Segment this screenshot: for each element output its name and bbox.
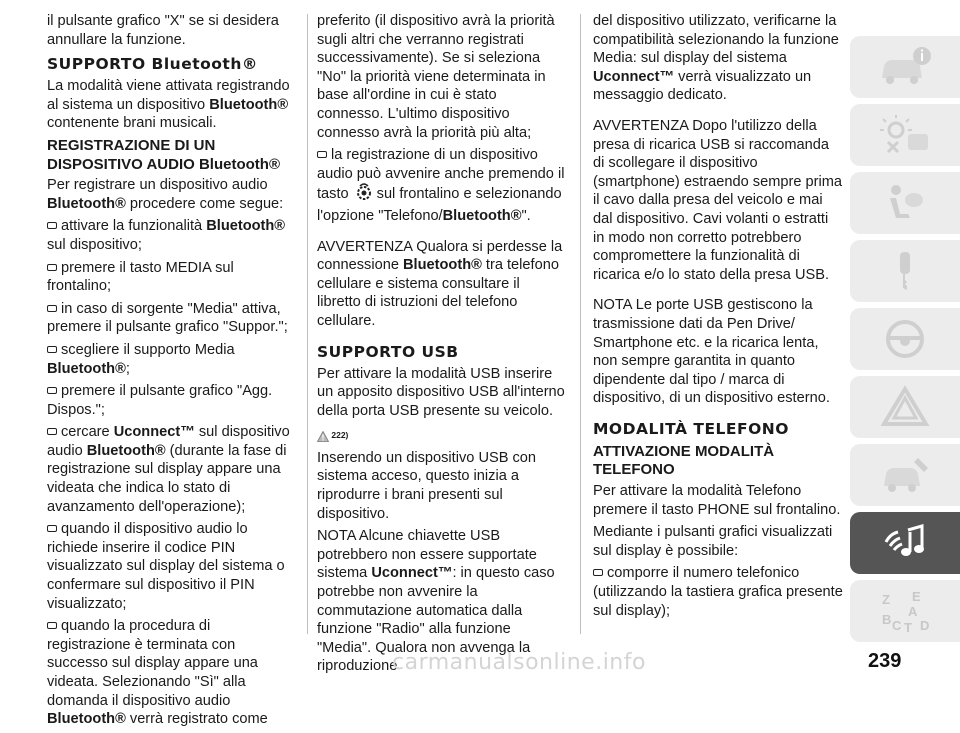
- tab-maintenance[interactable]: [850, 444, 960, 506]
- svg-text:A: A: [908, 604, 918, 619]
- heading-bluetooth-support: SUPPORTO Bluetooth®: [47, 55, 258, 74]
- watermark: carmanualsonline.info: [392, 650, 646, 675]
- heading-activate-phone-mode: ATTIVAZIONE MODALITÀ TELEFONO: [593, 442, 775, 479]
- airbag-seat-icon: [874, 180, 936, 226]
- svg-text:B: B: [882, 612, 892, 627]
- list-item: premere il pulsante grafico "Agg. Dispos.";: [47, 383, 273, 418]
- car-info-icon: [874, 44, 936, 90]
- tab-dashboard-lights[interactable]: [850, 104, 960, 166]
- tab-safety[interactable]: [850, 172, 960, 234]
- car-service-icon: [874, 452, 936, 498]
- heading-usb-support: SUPPORTO USB: [317, 342, 459, 361]
- bullet-icon: [47, 346, 57, 353]
- list-item: quando la procedura di registrazione è terminata con successo sul display appare una videata. Selezionando "Sì" alla domanda il dispositivo audio Bluetooth® verrà registrato come: [47, 618, 268, 728]
- list-item: in caso di sorgente "Media" attiva, premere il pulsante grafico "Suppor.";: [47, 300, 288, 336]
- list-item: la registrazione di un dispositivo audio può avvenire anche premendo il tasto sul frontalino e selezionando l'opzione "Telefono/Bluetooth®".: [317, 147, 565, 224]
- warning-triangle-icon: [874, 384, 936, 430]
- column-divider: [307, 14, 308, 634]
- intro-text: il pulsante grafico "X" se si desidera annullare la funzione.: [47, 13, 279, 48]
- tab-car-info[interactable]: [850, 36, 960, 98]
- note-paragraph: NOTA Le porte USB gestiscono la trasmissione dati da Pen Drive/ Smartphone etc. e la ricarica lenta, non sempre garantita in quanto dipendente dal tipo / marca di dispositivo, di un dispositivo esterno.: [593, 297, 830, 407]
- svg-text:D: D: [920, 618, 930, 633]
- bullet-icon: [47, 264, 57, 271]
- list-item: comporre il numero telefonico (utilizzando la tastiera grafica presente sul display);: [593, 565, 843, 619]
- tab-driving[interactable]: [850, 308, 960, 370]
- note-paragraph: NOTA Alcune chiavette USB potrebbero non essere supportate sistema Uconnect™: in questo caso potrebbe non avvenire la commutazione automatica dalla funzione "Radio" alla funzione "Media". Qualora non avvenga la riproduzione: [317, 528, 555, 675]
- warning-paragraph: AVVERTENZA Dopo l'utilizzo della presa di ricarica USB si raccomanda di scollegare il dispositivo (smartphone) estraendo sempre prima il cavo dalla presa del veicolo e mai dal dispositivo. Cavi volanti o estratti in modo non corretto potrebbero compromettere la funzionalità di ricarica e/o lo stato della presa USB.: [593, 117, 843, 283]
- paragraph: Per attivare la modalità Telefono premere il tasto PHONE sul frontalino.: [593, 483, 841, 518]
- list-item: cercare Uconnect™ sul dispositivo audio Bluetooth® (durante la fase di registrazione sul display appare una videata che indica lo stato di avanzamento dell'operazione);: [47, 424, 290, 515]
- list-item: attivare la funzionalità Bluetooth® sul dispositivo;: [47, 218, 286, 253]
- tab-emergency[interactable]: [850, 376, 960, 438]
- multimedia-icon: [874, 520, 936, 566]
- column-divider: [580, 14, 581, 634]
- column-3: [593, 12, 843, 624]
- paragraph: Per registrare un dispositivo audio Bluetooth® procedere come segue:: [47, 177, 284, 212]
- bullet-icon: [47, 305, 57, 312]
- column-2: [317, 12, 567, 680]
- bullet-icon: [593, 569, 603, 576]
- list-item: scegliere il supporto Media Bluetooth®;: [47, 341, 235, 377]
- phone-gear-button-icon: [354, 183, 374, 207]
- warning-paragraph: AVVERTENZA Qualora si perdesse la connessione Bluetooth® tra telefono cellulare e sistema consultare il libretto di istruzioni del telefono cellulare.: [317, 238, 563, 329]
- svg-text:C: C: [892, 618, 902, 633]
- tab-index[interactable]: [850, 580, 960, 642]
- paragraph: preferito (il dispositivo avrà la priorità sugli altri che verranno registrati successivamente). Se si seleziona "No" la priorità viene determinata in base all'ordine in cui è stato connesso. L'ultimo dispositivo connesso avrà la priorità più alta;: [317, 13, 555, 141]
- warning-triangle-icon: [317, 431, 329, 442]
- dashboard-lights-icon: [874, 112, 936, 158]
- index-letters-icon: [874, 588, 936, 634]
- key-icon: [874, 248, 936, 294]
- chapter-tabs: [850, 36, 960, 648]
- bullet-icon: [47, 428, 57, 435]
- bullet-icon: [47, 387, 57, 394]
- warning-reference: 222): [317, 426, 348, 445]
- heading-phone-mode: MODALITÀ TELEFONO: [593, 419, 789, 438]
- list-item: premere il tasto MEDIA sul frontalino;: [47, 259, 234, 295]
- column-1: [47, 12, 297, 733]
- paragraph: La modalità viene attivata registrando al sistema un dispositivo Bluetooth® contenente brani musicali.: [47, 78, 290, 132]
- bullet-icon: [47, 622, 57, 629]
- paragraph: Inserendo un dispositivo USB con sistema acceso, questo inizia a riprodurre i brani presenti sul dispositivo.: [317, 449, 537, 522]
- steering-wheel-icon: [874, 316, 936, 362]
- list-item: quando il dispositivo audio lo richiede inserire il codice PIN visualizzato sul display del sistema o confermare sul dispositivo il PIN visualizzato;: [47, 521, 285, 612]
- bullet-icon: [317, 151, 327, 158]
- bullet-icon: [47, 525, 57, 532]
- bullet-icon: [47, 222, 57, 229]
- svg-text:E: E: [912, 589, 921, 604]
- paragraph: Per attivare la modalità USB inserire un apposito dispositivo USB all'interno della porta USB presente su veicolo.: [317, 365, 565, 419]
- heading-register-device: REGISTRAZIONE DI UN DISPOSITIVO AUDIO Bluetooth®: [47, 136, 280, 173]
- svg-text:T: T: [904, 620, 912, 634]
- paragraph: Mediante i pulsanti grafici visualizzati sul display è possibile:: [593, 524, 833, 559]
- tab-starting[interactable]: [850, 240, 960, 302]
- paragraph: del dispositivo utilizzato, verificarne la compatibilità selezionando la funzione Media: sul display del sistema Uconnect™ verrà visualizzato un messaggio dedicato.: [593, 13, 839, 104]
- page-number: 239: [868, 650, 902, 672]
- svg-text:Z: Z: [882, 592, 890, 607]
- tab-multimedia[interactable]: [850, 512, 960, 574]
